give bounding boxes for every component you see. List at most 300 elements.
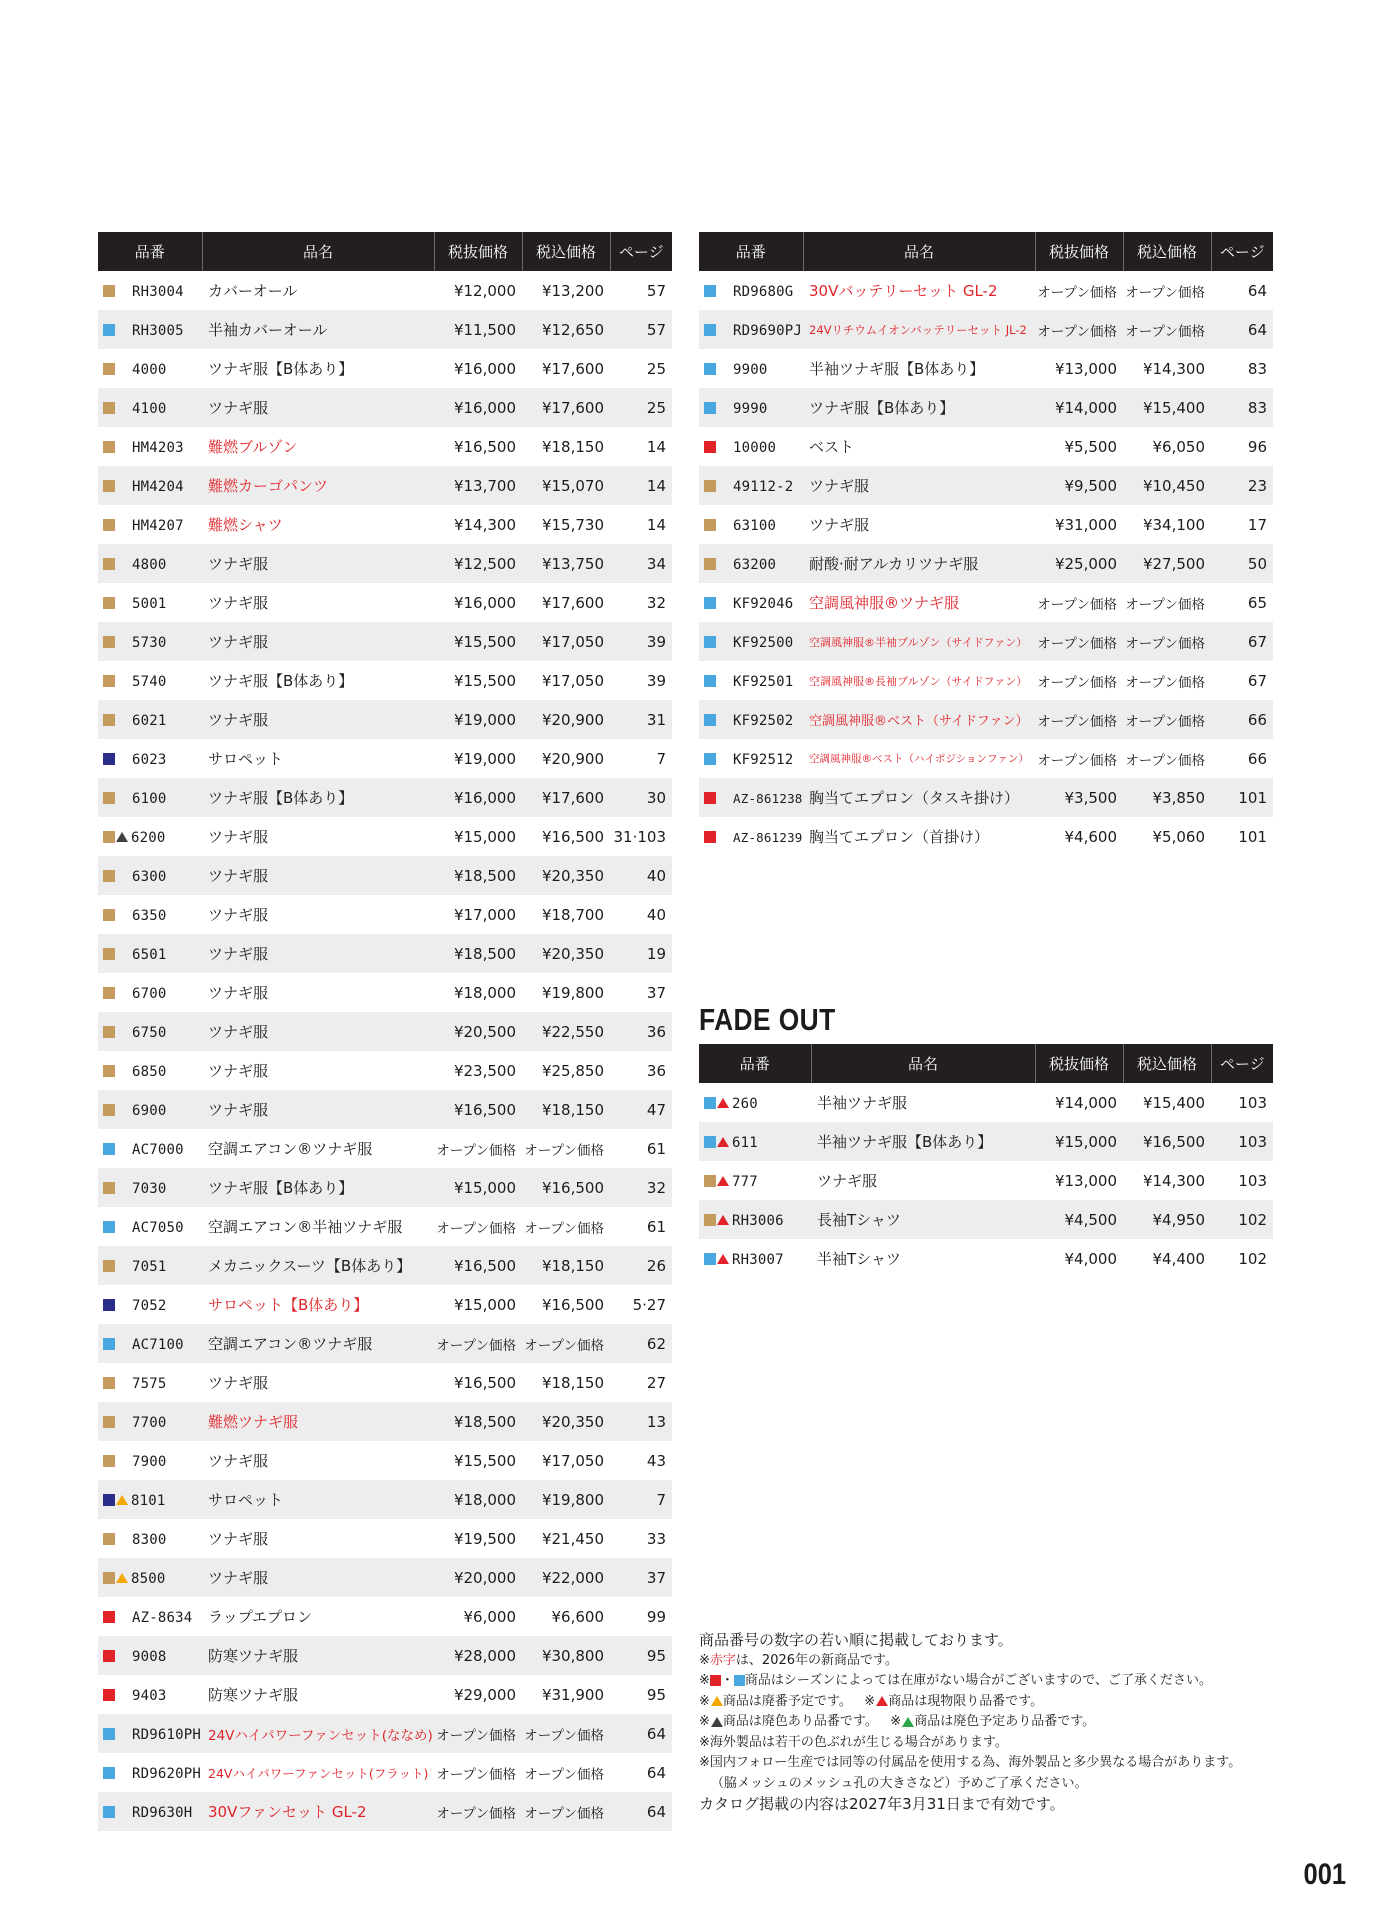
page-ref: 101 — [1238, 827, 1267, 846]
price-ex-tax: オープン価格 — [1037, 284, 1117, 301]
product-code: RH3005 — [132, 322, 184, 339]
table-row — [699, 1239, 1273, 1278]
code-cell — [98, 1285, 202, 1324]
price-in-tax: ¥18,150 — [541, 437, 604, 456]
blue-square-icon — [103, 1728, 115, 1740]
product-name: 24Vハイパワーファンセット(フラット) — [208, 1765, 429, 1781]
product-name: 難燃カーゴパンツ — [202, 466, 434, 505]
table-row — [98, 1051, 672, 1090]
table-row — [98, 1129, 672, 1168]
product-code: 9900 — [733, 361, 768, 378]
code-cell — [699, 466, 803, 505]
product-code: 611 — [732, 1134, 758, 1151]
orange-triangle-icon — [116, 1573, 128, 1583]
price-in-tax: ¥31,900 — [541, 1685, 604, 1704]
price-ex-tax: オープン価格 — [1035, 310, 1123, 349]
product-code: KF92502 — [733, 712, 794, 729]
price-ex-tax: ¥16,500 — [434, 1246, 522, 1285]
price-in-tax: オープン価格 — [524, 1142, 604, 1159]
product-code: 6300 — [132, 868, 167, 885]
product-code: AC7050 — [132, 1219, 184, 1236]
red-triangle-icon — [717, 1098, 729, 1108]
product-code: 6023 — [132, 751, 167, 768]
page-ref: 67 — [1211, 622, 1273, 661]
price-in-tax: ¥13,200 — [541, 281, 604, 300]
price-in-tax: オープン価格 — [524, 1766, 604, 1783]
product-code: 7700 — [132, 1414, 167, 1431]
note-text: 商品は廃番予定です。 — [722, 1693, 852, 1709]
product-code: KF92501 — [733, 673, 794, 690]
beige-square-icon — [103, 285, 115, 297]
page-ref: 64 — [610, 1792, 672, 1831]
product-name: メカニックスーツ【B体あり】 — [202, 1246, 434, 1285]
table-row — [699, 427, 1273, 466]
table-row — [98, 388, 672, 427]
product-name: ツナギ服 — [803, 466, 1035, 505]
page-ref: 25 — [646, 359, 666, 378]
price-in-tax: ¥17,600 — [541, 359, 604, 378]
table-row — [98, 310, 672, 349]
table-row — [98, 856, 672, 895]
page-ref: 61 — [646, 1139, 666, 1158]
table-row — [98, 1558, 672, 1597]
beige-square-icon — [103, 1377, 115, 1389]
page-ref: 64 — [1247, 281, 1267, 300]
product-code: 9008 — [132, 1648, 167, 1665]
code-cell — [98, 1480, 202, 1519]
table-row — [699, 349, 1273, 388]
product-name: 空調エアコン®半袖ツナギ服 — [208, 1218, 403, 1236]
price-ex-tax: オープン価格 — [434, 1324, 522, 1363]
table-row — [98, 271, 672, 310]
product-name: 半袖ツナギ服【B体あり】 — [811, 1122, 1035, 1161]
price-in-tax: ¥34,100 — [1142, 515, 1205, 534]
price-in-tax: オープン価格 — [1123, 622, 1211, 661]
price-in-tax: ¥17,050 — [522, 622, 610, 661]
page-ref: 7 — [656, 749, 666, 768]
product-code: 7051 — [132, 1258, 167, 1275]
page-ref: 14 — [646, 515, 666, 534]
product-code: RD9680G — [733, 283, 794, 300]
product-code: RD9630H — [132, 1804, 193, 1821]
product-name: ツナギ服 — [202, 1558, 434, 1597]
table-row — [98, 1285, 672, 1324]
price-in-tax: ¥27,500 — [1123, 544, 1211, 583]
code-cell — [98, 466, 202, 505]
table-row — [98, 1207, 672, 1246]
price-in-tax: ¥17,600 — [541, 593, 604, 612]
product-name: ツナギ服【B体あり】 — [803, 388, 1035, 427]
price-ex-tax: オープン価格 — [436, 1766, 516, 1783]
product-name: サロペット — [208, 750, 284, 768]
code-cell — [699, 1239, 811, 1278]
price-in-tax: オープン価格 — [522, 1792, 610, 1831]
product-name: 胸当てエプロン（首掛け） — [809, 828, 990, 846]
price-ex-tax: ¥9,500 — [1035, 466, 1123, 505]
product-code: RD9610PH — [132, 1726, 202, 1743]
product-name: ラップエプロン — [208, 1608, 312, 1626]
blue-square-icon — [704, 753, 716, 765]
price-in-tax: ¥14,300 — [1142, 359, 1205, 378]
code-cell — [98, 817, 202, 856]
right-table-body — [699, 271, 1273, 856]
page-ref: 64 — [1211, 310, 1273, 349]
gray-triangle-icon — [711, 1717, 723, 1727]
product-code: 8101 — [131, 1492, 166, 1509]
code-cell — [699, 700, 803, 739]
left-price-table — [98, 232, 672, 1831]
product-name: ツナギ服【B体あり】 — [202, 778, 434, 817]
price-in-tax: オープン価格 — [1125, 674, 1205, 691]
price-ex-tax: オープン価格 — [1037, 596, 1117, 613]
price-in-tax: ¥4,400 — [1152, 1249, 1205, 1268]
page-ref: 50 — [1211, 544, 1273, 583]
navy-square-icon — [103, 753, 115, 765]
table-row — [98, 1480, 672, 1519]
header-name: 品名 — [202, 232, 434, 271]
page-ref: 95 — [610, 1636, 672, 1675]
price-in-tax: ¥16,500 — [541, 1295, 604, 1314]
product-code: AZ-861238 — [733, 790, 803, 806]
table-row — [98, 1636, 672, 1675]
header-price-in: 税込価格 — [1123, 1044, 1211, 1083]
code-cell — [98, 1714, 202, 1753]
code-cell — [699, 505, 803, 544]
price-ex-tax: ¥15,500 — [453, 671, 516, 690]
product-code: AZ-861239 — [733, 829, 803, 845]
code-cell — [699, 1083, 811, 1122]
note-mark: ※ — [699, 1714, 710, 1729]
price-ex-tax: ¥4,600 — [1064, 827, 1117, 846]
price-ex-tax: ¥15,000 — [1035, 1122, 1123, 1161]
code-cell — [98, 1090, 202, 1129]
product-code: AC7000 — [132, 1141, 184, 1158]
table-row — [98, 700, 672, 739]
orange-triangle-icon — [116, 1495, 128, 1505]
price-in-tax: ¥17,600 — [522, 778, 610, 817]
product-code: HM4204 — [132, 478, 184, 495]
price-in-tax: ¥14,300 — [1142, 1171, 1205, 1190]
beige-square-icon — [704, 558, 716, 570]
product-code: 6900 — [132, 1102, 167, 1119]
price-in-tax: ¥18,150 — [522, 1246, 610, 1285]
page-ref: 5·27 — [632, 1295, 666, 1314]
code-cell — [98, 1246, 202, 1285]
product-code: 5730 — [132, 634, 167, 651]
product-code: 5001 — [132, 595, 167, 612]
price-ex-tax: ¥14,000 — [1054, 1093, 1117, 1112]
page-ref: 37 — [610, 1558, 672, 1597]
beige-square-icon — [103, 402, 115, 414]
product-name: ツナギ服 — [208, 594, 269, 612]
page-ref: 39 — [646, 671, 666, 690]
page-ref: 14 — [646, 437, 666, 456]
price-ex-tax: ¥15,500 — [434, 622, 522, 661]
beige-square-icon — [103, 480, 115, 492]
table-row — [98, 466, 672, 505]
price-in-tax: ¥30,800 — [522, 1636, 610, 1675]
product-code: RH3006 — [732, 1212, 784, 1229]
price-in-tax: ¥17,050 — [541, 671, 604, 690]
code-cell — [98, 1402, 202, 1441]
price-ex-tax: ¥19,500 — [453, 1529, 516, 1548]
product-code: 6501 — [132, 946, 167, 963]
left-table-body — [98, 271, 672, 1831]
price-in-tax: オープン価格 — [1125, 284, 1205, 301]
price-in-tax: ¥13,750 — [522, 544, 610, 583]
product-name: ツナギ服 — [817, 1172, 878, 1190]
table-row — [699, 544, 1273, 583]
table-row — [98, 739, 672, 778]
product-name: ツナギ服 — [202, 700, 434, 739]
page-ref: 96 — [1247, 437, 1267, 456]
page-ref: 31·103 — [613, 827, 666, 846]
beige-square-icon — [704, 480, 716, 492]
code-cell — [98, 1597, 202, 1636]
price-in-tax: ¥3,850 — [1123, 778, 1211, 817]
price-ex-tax: ¥18,500 — [434, 1402, 522, 1441]
page-ref: 14 — [610, 466, 672, 505]
header-price-ex: 税抜価格 — [434, 232, 522, 271]
product-name: ツナギ服 — [202, 388, 434, 427]
price-ex-tax: ¥14,300 — [453, 515, 516, 534]
red-square-icon — [103, 1689, 115, 1701]
price-ex-tax: ¥14,000 — [1035, 388, 1123, 427]
table-row — [98, 1246, 672, 1285]
table-row — [699, 700, 1273, 739]
product-code: KF92500 — [733, 634, 794, 651]
product-code: KF92046 — [733, 595, 794, 612]
product-name: 空調風神服®ツナギ服 — [809, 594, 960, 612]
price-in-tax: ¥18,700 — [541, 905, 604, 924]
price-ex-tax: オープン価格 — [434, 1714, 522, 1753]
product-name: 半袖ツナギ服 — [817, 1094, 908, 1112]
price-ex-tax: ¥13,000 — [1054, 1171, 1117, 1190]
price-ex-tax: ¥20,500 — [434, 1012, 522, 1051]
note-new-products — [699, 1651, 1319, 1672]
beige-square-icon — [103, 1260, 115, 1272]
price-in-tax: ¥19,800 — [522, 1480, 610, 1519]
price-in-tax: ¥6,600 — [551, 1607, 604, 1626]
product-code: 4800 — [132, 556, 167, 573]
price-ex-tax: ¥12,000 — [453, 281, 516, 300]
code-cell — [699, 1161, 811, 1200]
code-cell — [699, 817, 803, 856]
code-cell — [699, 1200, 811, 1239]
price-in-tax: ¥19,800 — [541, 983, 604, 1002]
code-cell — [98, 1675, 202, 1714]
price-ex-tax: ¥15,000 — [453, 827, 516, 846]
code-cell — [98, 583, 202, 622]
code-cell — [699, 583, 803, 622]
product-name: ツナギ服 — [809, 516, 870, 534]
price-in-tax: ¥22,550 — [522, 1012, 610, 1051]
price-in-tax: ¥20,350 — [522, 934, 610, 973]
price-ex-tax: ¥28,000 — [434, 1636, 522, 1675]
code-cell — [98, 622, 202, 661]
product-name: ツナギ服 — [208, 1452, 269, 1470]
product-name: サロペット【B体あり】 — [208, 1296, 369, 1314]
page-ref: 66 — [1211, 700, 1273, 739]
beige-square-icon — [103, 714, 115, 726]
price-ex-tax: ¥4,000 — [1064, 1249, 1117, 1268]
product-name: 半袖ツナギ服【B体あり】 — [809, 360, 985, 378]
beige-square-icon — [103, 597, 115, 609]
product-code: 6750 — [132, 1024, 167, 1041]
page-ref: 30 — [610, 778, 672, 817]
product-code: 6100 — [132, 790, 167, 807]
price-in-tax: ¥20,900 — [541, 749, 604, 768]
red-square-icon — [704, 831, 716, 843]
product-code: 6850 — [132, 1063, 167, 1080]
red-square-icon — [710, 1675, 721, 1686]
table-row — [699, 310, 1273, 349]
table-row — [98, 1597, 672, 1636]
note-text: ・ — [720, 1673, 734, 1688]
product-name: ツナギ服 — [202, 1012, 434, 1051]
beige-square-icon — [103, 519, 115, 531]
beige-square-icon — [103, 1026, 115, 1038]
header-name: 品名 — [803, 232, 1035, 271]
page-ref: 83 — [1211, 388, 1273, 427]
table-row — [699, 505, 1273, 544]
code-cell — [98, 1519, 202, 1558]
price-ex-tax: オープン価格 — [1037, 674, 1117, 691]
product-name: 難燃シャツ — [208, 516, 283, 534]
price-in-tax: オープン価格 — [1125, 596, 1205, 613]
beige-square-icon — [103, 909, 115, 921]
table-row — [98, 1714, 672, 1753]
code-cell — [98, 1012, 202, 1051]
notes-lead: 商品番号の数字の若い順に掲載しております。 — [699, 1631, 1013, 1649]
product-code: AC7100 — [132, 1336, 184, 1353]
page-ref: 102 — [1238, 1249, 1267, 1268]
price-in-tax: ¥18,150 — [522, 1090, 610, 1129]
code-cell — [98, 1207, 202, 1246]
beige-square-icon — [704, 1175, 716, 1187]
code-cell — [98, 856, 202, 895]
page-ref: 13 — [610, 1402, 672, 1441]
table-row — [699, 661, 1273, 700]
note-text: 商品は廃色あり品番です。 — [722, 1714, 878, 1729]
beige-square-icon — [103, 441, 115, 453]
product-name: 防寒ツナギ服 — [202, 1636, 434, 1675]
blue-square-icon — [704, 1097, 716, 1109]
table-row — [98, 427, 672, 466]
price-ex-tax: ¥16,500 — [434, 1090, 522, 1129]
beige-square-icon — [103, 792, 115, 804]
table-row — [98, 661, 672, 700]
red-square-icon — [704, 792, 716, 804]
blue-square-icon — [704, 402, 716, 414]
product-name: 耐酸·耐アルカリツナギ服 — [803, 544, 1035, 583]
product-name: 空調風神服®ベスト（サイドファン） — [803, 700, 1035, 739]
product-name: ツナギ服 — [202, 1090, 434, 1129]
product-name: ツナギ服 — [208, 828, 269, 846]
page-ref: 67 — [1247, 671, 1267, 690]
code-cell — [699, 778, 803, 817]
price-ex-tax: ¥18,000 — [434, 1480, 522, 1519]
price-ex-tax: ¥17,000 — [453, 905, 516, 924]
page-ref: 57 — [610, 310, 672, 349]
header-code: 品番 — [699, 232, 803, 271]
header-price-ex: 税抜価格 — [1035, 1044, 1123, 1083]
page-ref: 36 — [646, 1061, 666, 1080]
price-in-tax: ¥20,350 — [522, 1402, 610, 1441]
page-ref: 65 — [1247, 593, 1267, 612]
page-ref: 37 — [646, 983, 666, 1002]
navy-square-icon — [103, 1494, 115, 1506]
price-ex-tax: ¥16,000 — [434, 388, 522, 427]
product-code: 6021 — [132, 712, 167, 729]
price-ex-tax: ¥6,000 — [463, 1607, 516, 1626]
header-page: ページ — [1211, 1044, 1273, 1083]
beige-square-icon — [103, 363, 115, 375]
blue-square-icon — [734, 1675, 745, 1686]
page-ref: 61 — [646, 1217, 666, 1236]
code-cell — [98, 1363, 202, 1402]
price-in-tax: ¥10,450 — [1123, 466, 1211, 505]
code-cell — [98, 505, 202, 544]
price-ex-tax: ¥19,000 — [434, 700, 522, 739]
product-name: 難燃ツナギ服 — [202, 1402, 434, 1441]
page-ref: 66 — [1247, 749, 1267, 768]
code-cell — [699, 349, 803, 388]
product-code: 63100 — [733, 517, 777, 534]
product-name: ツナギ服【B体あり】 — [208, 360, 354, 378]
product-code: 7030 — [132, 1180, 167, 1197]
price-in-tax: ¥12,650 — [522, 310, 610, 349]
red-triangle-icon — [717, 1254, 729, 1264]
page-ref: 103 — [1211, 1122, 1273, 1161]
code-cell — [98, 1441, 202, 1480]
left-table-header — [98, 232, 672, 271]
note-mark: ※ — [699, 1652, 710, 1668]
price-ex-tax: オープン価格 — [434, 1792, 522, 1831]
page-ref: 39 — [610, 622, 672, 661]
beige-square-icon — [704, 1214, 716, 1226]
table-row — [98, 1792, 672, 1831]
product-name: ツナギ服 — [208, 1530, 269, 1548]
price-ex-tax: ¥16,000 — [453, 593, 516, 612]
header-name: 品名 — [811, 1044, 1035, 1083]
note-validity: カタログ掲載の内容は2027年3月31日まで有効です。 — [699, 1795, 1065, 1813]
note-discontinued — [699, 1692, 1319, 1713]
page-ref: 23 — [1211, 466, 1273, 505]
price-in-tax: ¥15,730 — [541, 515, 604, 534]
blue-square-icon — [704, 675, 716, 687]
price-ex-tax: オープン価格 — [436, 1220, 516, 1237]
table-row — [699, 388, 1273, 427]
code-cell — [98, 349, 202, 388]
code-cell — [699, 1122, 811, 1161]
code-cell — [98, 388, 202, 427]
beige-square-icon — [103, 948, 115, 960]
table-row — [98, 1441, 672, 1480]
code-cell — [98, 310, 202, 349]
beige-square-icon — [103, 870, 115, 882]
page-ref: 17 — [1247, 515, 1267, 534]
product-name: 空調風神服®長袖ブルゾン（サイドファン） — [809, 674, 1028, 688]
price-in-tax: ¥17,600 — [522, 388, 610, 427]
product-name: ツナギ服 — [202, 856, 434, 895]
table-row — [699, 622, 1273, 661]
code-cell — [98, 1636, 202, 1675]
product-name: 空調風神服®半袖ブルゾン（サイドファン） — [803, 622, 1035, 661]
table-row — [98, 895, 672, 934]
table-row — [98, 505, 672, 544]
page-ref: 36 — [610, 1012, 672, 1051]
